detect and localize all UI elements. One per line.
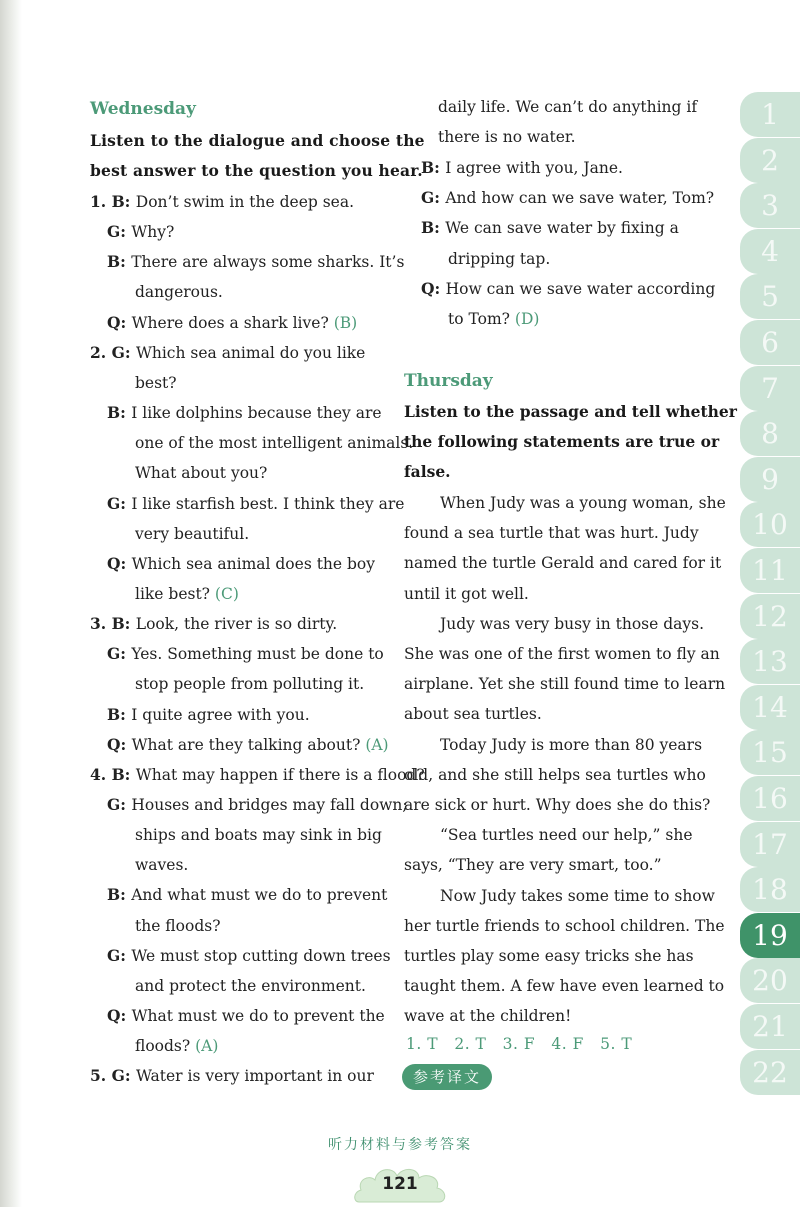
- passage-line: are sick or hurt. Why does she do this?: [404, 796, 711, 814]
- speaker-label: 5. G:: [90, 1066, 136, 1086]
- chapter-tab-2[interactable]: 2: [740, 138, 800, 183]
- dialogue-text: like best?: [135, 584, 210, 603]
- dialogue-text: And how can we save water, Tom?: [445, 188, 715, 207]
- chapter-tab-3[interactable]: 3: [740, 183, 800, 228]
- dialogue-text: Yes. Something must be done to: [131, 645, 384, 664]
- dialogue-text: What must we do to prevent the: [131, 1007, 385, 1026]
- wednesday-instruction-line-1: Listen to the dialogue and choose the: [90, 131, 425, 150]
- dialogue-line: [107, 252, 404, 272]
- speaker-label: G:: [107, 493, 132, 513]
- speaker-label: Q:: [107, 1006, 132, 1026]
- speaker-label: Q:: [421, 278, 446, 298]
- chapter-tab-13[interactable]: 13: [740, 639, 800, 684]
- dialogue-text: I quite agree with you.: [131, 705, 310, 724]
- dialogue-line: [107, 313, 357, 333]
- chapter-tab-15[interactable]: 15: [740, 730, 800, 775]
- dialogue-text: I like starfish best. I think they are: [131, 494, 405, 513]
- dialogue-line: [90, 192, 354, 212]
- passage-line: Judy was very busy in those days.: [440, 614, 705, 633]
- speaker-label: B:: [421, 157, 446, 177]
- dialogue-line: [421, 158, 623, 178]
- dialogue-text: waves.: [135, 856, 189, 875]
- answer-choice: (A): [360, 735, 389, 754]
- speaker-label: G:: [107, 795, 132, 814]
- dialogue-text: Which sea animal do you like: [135, 343, 366, 362]
- dialogue-text: the floods?: [135, 916, 221, 935]
- speaker-label: G:: [421, 187, 446, 207]
- chapter-tab-12[interactable]: 12: [740, 594, 800, 639]
- wednesday-heading: Wednesday: [90, 99, 196, 119]
- passage-line: “Sea turtles need our help,” she: [440, 826, 693, 845]
- chapter-tab-18[interactable]: 18: [740, 867, 800, 912]
- dialogue-text: ships and boats may sink in big: [135, 826, 382, 845]
- dialogue-line: [135, 976, 366, 996]
- dialogue-line: [135, 433, 413, 453]
- dialogue-text: What may happen if there is a flood?: [135, 765, 425, 784]
- dialogue-text: Where does a shark live?: [131, 313, 329, 332]
- reference-translation-badge: 参考译文: [402, 1064, 492, 1090]
- dialogue-text: We must stop cutting down trees: [131, 946, 391, 965]
- chapter-tab-20[interactable]: 20: [740, 958, 800, 1003]
- dialogue-text: best?: [135, 373, 177, 392]
- answer-choice: (C): [210, 584, 239, 603]
- dialogue-line: [135, 584, 239, 604]
- passage-line: Today Judy is more than 80 years: [440, 735, 703, 754]
- page-number-badge: [351, 1162, 449, 1204]
- dialogue-text: dangerous.: [135, 283, 223, 302]
- dialogue-line: [135, 373, 177, 393]
- dialogue-text: to Tom?: [448, 310, 510, 329]
- dialogue-text: one of the most intelligent animals.: [135, 434, 414, 453]
- speaker-label: Q:: [107, 734, 132, 754]
- footer-title: 听力材料与参考答案: [328, 1137, 472, 1153]
- dialogue-line: [448, 309, 539, 329]
- passage-line: her turtle friends to school children. The: [404, 916, 725, 935]
- chapter-tab-14[interactable]: 14: [740, 685, 800, 730]
- dialogue-line: [135, 825, 382, 845]
- dialogue-line: [135, 524, 249, 544]
- chapter-tab-19[interactable]: 19: [740, 913, 800, 958]
- dialogue-line: [438, 97, 697, 117]
- dialogue-line: [90, 343, 365, 363]
- passage-line: She was one of the first women to fly an: [404, 645, 720, 663]
- dialogue-text: Water is very important in our: [135, 1067, 374, 1086]
- dialogue-line: [421, 218, 679, 238]
- answer-choice: (D): [509, 310, 540, 329]
- passage-line: old, and she still helps sea turtles who: [404, 765, 706, 784]
- dialogue-line: [107, 946, 391, 966]
- dialogue-line: [135, 855, 188, 875]
- speaker-label: B:: [107, 885, 132, 905]
- dialogue-line: [90, 765, 425, 785]
- dialogue-line: [107, 403, 382, 423]
- dialogue-text: There are always some sharks. It’s: [131, 253, 405, 272]
- speaker-label: 3. B:: [90, 614, 136, 634]
- chapter-tab-9[interactable]: 9: [740, 457, 800, 502]
- speaker-label: G:: [107, 945, 132, 965]
- dialogue-line: [107, 644, 384, 664]
- dialogue-line: [107, 494, 404, 514]
- thursday-instruction-line-3: false.: [404, 462, 451, 481]
- passage-line: named the turtle Gerald and cared for it: [404, 554, 722, 573]
- speaker-label: B:: [421, 218, 446, 238]
- dialogue-text: stop people from polluting it.: [135, 675, 365, 694]
- dialogue-text: and protect the environment.: [135, 976, 366, 995]
- dialogue-line: [448, 249, 550, 269]
- dialogue-text: floods?: [135, 1037, 191, 1056]
- chapter-tab-7[interactable]: 7: [740, 366, 800, 411]
- speaker-label: Q:: [107, 553, 132, 573]
- dialogue-text: And what must we do to prevent: [131, 886, 388, 905]
- chapter-tab-22[interactable]: 22: [740, 1050, 800, 1095]
- chapter-tab-17[interactable]: 17: [740, 822, 800, 867]
- dialogue-text: We can save water by fixing a: [445, 219, 679, 238]
- dialogue-line: [107, 1006, 385, 1026]
- passage-line: turtles play some easy tricks she has: [404, 947, 694, 965]
- thursday-heading: Thursday: [404, 371, 493, 391]
- dialogue-line: [107, 735, 389, 755]
- speaker-label: 1. B:: [90, 192, 136, 211]
- thursday-answers: 1. T 2. T 3. F 4. F 5. T: [406, 1035, 633, 1053]
- dialogue-text: Don’t swim in the deep sea.: [135, 193, 355, 211]
- chapter-tab-5[interactable]: 5: [740, 274, 800, 319]
- dialogue-line: [135, 674, 364, 694]
- passage-line: airplane. Yet she still found time to learn: [404, 675, 726, 694]
- dialogue-text: daily life. We can’t do anything if: [438, 98, 698, 116]
- dialogue-text: dripping tap.: [448, 249, 551, 268]
- passage-line: Now Judy takes some time to show: [440, 886, 715, 905]
- page-number: 121: [382, 1174, 418, 1194]
- dialogue-text: How can we save water according: [445, 279, 716, 298]
- dialogue-text: Look, the river is so dirty.: [135, 615, 338, 634]
- chapter-tab-8[interactable]: 8: [740, 411, 800, 456]
- dialogue-line: [90, 614, 337, 634]
- chapter-tabs: [740, 92, 800, 1102]
- dialogue-text: What about you?: [135, 464, 268, 483]
- chapter-tab-4[interactable]: 4: [740, 229, 800, 274]
- chapter-tab-16[interactable]: 16: [740, 776, 800, 821]
- speaker-label: G:: [107, 222, 132, 242]
- speaker-label: Q:: [107, 312, 132, 332]
- thursday-instruction-line-1: Listen to the passage and tell whether: [404, 402, 737, 421]
- dialogue-line: [107, 705, 310, 725]
- thursday-instruction-line-2: the following statements are true or: [404, 432, 720, 451]
- passage-line: taught them. A few have even learned to: [404, 977, 725, 996]
- dialogue-text: I agree with you, Jane.: [445, 158, 623, 177]
- chapter-tab-11[interactable]: 11: [740, 548, 800, 593]
- chapter-tab-1[interactable]: 1: [740, 92, 800, 137]
- dialogue-line: [438, 127, 576, 147]
- dialogue-line: [107, 554, 375, 574]
- dialogue-line: [107, 795, 408, 815]
- speaker-label: G:: [107, 644, 132, 664]
- passage-line: When Judy was a young woman, she: [440, 494, 726, 512]
- dialogue-text: Why?: [131, 223, 175, 242]
- chapter-tab-21[interactable]: 21: [740, 1004, 800, 1049]
- dialogue-line: [421, 188, 714, 208]
- chapter-tab-6[interactable]: 6: [740, 320, 800, 365]
- speaker-label: 4. B:: [90, 764, 136, 784]
- passage-line: until it got well.: [404, 584, 529, 603]
- speaker-label: B:: [107, 704, 132, 724]
- dialogue-text: very beautiful.: [135, 524, 250, 543]
- dialogue-line: [135, 1036, 218, 1056]
- dialogue-text: there is no water.: [438, 128, 576, 147]
- answer-choice: (B): [328, 313, 358, 332]
- dialogue-line: [107, 885, 387, 905]
- passage-line: found a sea turtle that was hurt. Judy: [404, 524, 699, 543]
- dialogue-line: [135, 282, 223, 302]
- dialogue-line: [90, 1066, 374, 1086]
- dialogue-line: [135, 916, 221, 936]
- speaker-label: B:: [107, 252, 132, 272]
- speaker-label: B:: [107, 403, 132, 423]
- page-binding-edge: [0, 0, 22, 1207]
- dialogue-text: Houses and bridges may fall down;: [131, 796, 408, 814]
- passage-line: about sea turtles.: [404, 705, 542, 724]
- dialogue-text: What are they talking about?: [131, 735, 361, 754]
- dialogue-line: [107, 222, 174, 242]
- dialogue-line: [421, 279, 715, 299]
- dialogue-text: I like dolphins because they are: [131, 404, 382, 423]
- dialogue-text: Which sea animal does the boy: [131, 554, 376, 573]
- answer-choice: (A): [190, 1037, 219, 1056]
- wednesday-instruction-line-2: best answer to the question you hear.: [90, 161, 423, 180]
- speaker-label: 2. G:: [90, 342, 136, 362]
- passage-line: wave at the children!: [404, 1007, 572, 1026]
- dialogue-line: [135, 463, 267, 483]
- passage-line: says, “They are very smart, too.”: [404, 856, 662, 875]
- chapter-tab-10[interactable]: 10: [740, 502, 800, 547]
